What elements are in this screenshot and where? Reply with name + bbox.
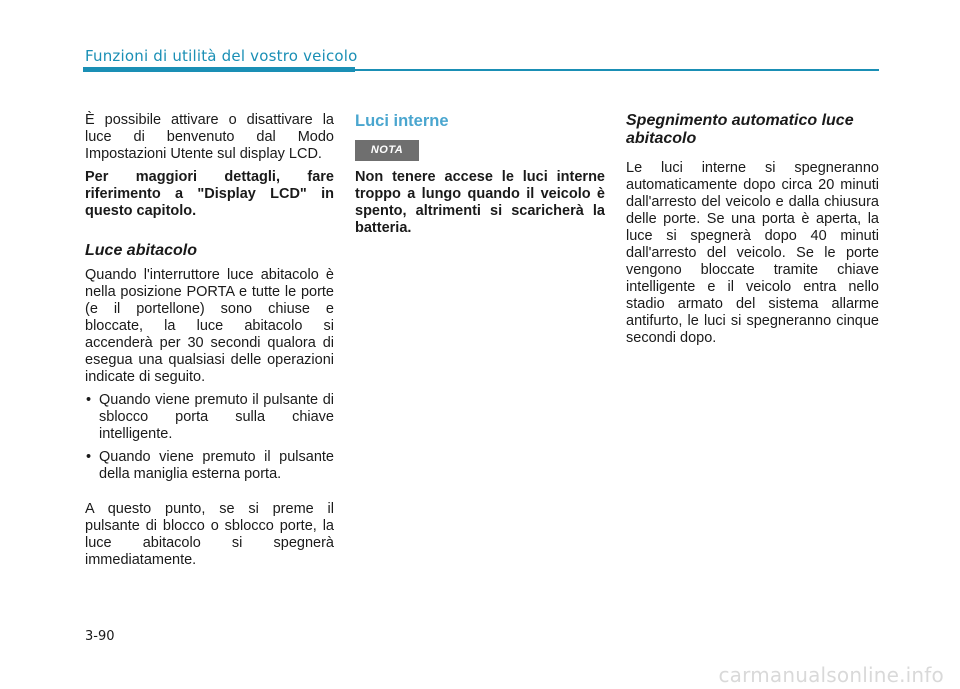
conditions-list [85, 392, 334, 483]
list-item: • Quando viene premuto il pulsante della maniglia esterna porta. [85, 449, 334, 483]
luce-abitacolo-paragraph: Quando l'interruttore luce abitacolo è nella posizione PORTA e tutte le porte (e il portellone) sono chiuse e bloccate, la luce abitacolo si accenderà per 30 secondi qualora di esegua una qualsiasi delle operazioni indicate di seguito. [85, 267, 334, 385]
page-number: 3-90 [85, 629, 115, 644]
intro-paragraph: È possibile attivare o disattivare la luce di benvenuto dal Modo Impostazioni Utente sul display LCD. [85, 112, 334, 162]
section-title: Funzioni di utilità del vostro veicolo [85, 47, 358, 65]
heading-spegnimento: Spegnimento automatico luce abitacolo [626, 112, 854, 147]
header-rule-thin [355, 69, 879, 71]
column-right [626, 112, 879, 353]
closing-paragraph: A questo punto, se si preme il pulsante di blocco o sblocco porte, la luce abitacolo si spegnerà immediatamente. [85, 501, 334, 568]
column-left [85, 112, 334, 575]
spegnimento-paragraph: Le luci interne si spegneranno automaticamente dopo circa 20 minuti dall'arresto del veicolo e dalla chiusura delle porte. Se una porta è aperta, la luce si spegnerà dopo 40 minuti dall'arresto del veicolo. Se le porte vengono bloccate tramite chiave intelligente e il veicolo entra nello stadio armato del sistema allarme antifurto, le luci si spegneranno cinque secondi dopo. [626, 160, 879, 346]
nota-badge: NOTA [355, 140, 419, 161]
watermark: carmanualsonline.info [718, 663, 944, 687]
heading-luci-interne: Luci interne [355, 112, 449, 130]
column-middle [355, 112, 605, 243]
heading-luce-abitacolo: Luce abitacolo [85, 242, 198, 259]
reference-paragraph: Per maggiori dettagli, fare riferimento a "Display LCD" in questo capitolo. [85, 169, 334, 219]
note-paragraph: Non tenere accese le luci interne troppo a lungo quando il veicolo è spento, altrimenti si scaricherà la batteria. [355, 169, 605, 236]
list-item: • Quando viene premuto il pulsante di sblocco porta sulla chiave intelligente. [85, 392, 334, 443]
header-rule-thick [83, 67, 355, 72]
